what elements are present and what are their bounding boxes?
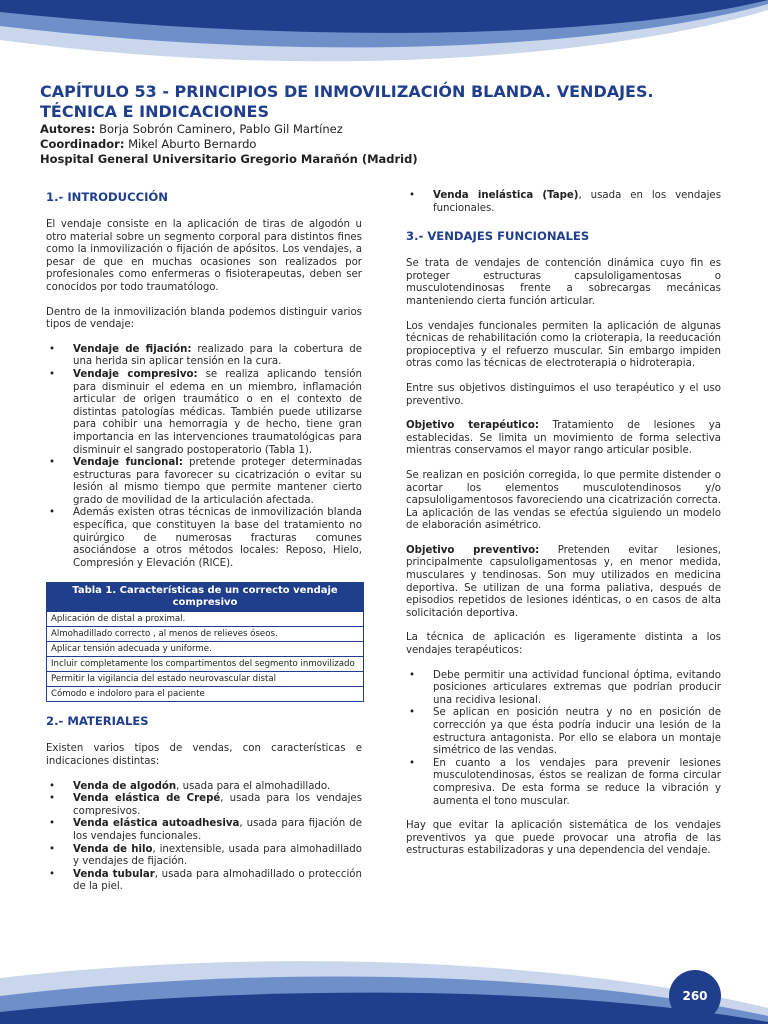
header-wave-decoration	[0, 0, 768, 78]
vendaje-types-list	[46, 344, 362, 571]
table-title: Tabla 1. Características de un correcto vendaje compresivo	[47, 583, 363, 611]
authors-line	[40, 122, 728, 137]
functional-paragraph-8: Hay que evitar la aplicación sistemática de los vendajes preventivos ya que puede provocar una atrofia de las estructuras estabilizadoras y una dependencia del vendaje.	[406, 820, 721, 857]
list-item: • Venda de hilo, inextensible, usada para almohadillado y vendajes de fijación.	[73, 844, 362, 869]
table-row: Permitir la vigilancia del estado neurovascular distal	[47, 671, 363, 686]
list-item: • Venda tubular, usada para almohadillado o protección de la piel.	[73, 869, 362, 894]
table-row: Incluir completamente los compartimentos del segmento inmovilizado	[47, 656, 363, 671]
list-item: • Además existen otras técnicas de inmovilización blanda específica, que constituyen la base del tratamiento no quirúrgico de numerosas fracturas comunes asociándose a otros métodos locales: Reposo, Hielo, Compresión y Elevación (RICE).	[73, 507, 362, 570]
list-item: • Venda de algodón, usada para el almohadillado.	[73, 781, 362, 794]
functional-paragraph-7: La técnica de aplicación es ligeramente distinta a los vendajes terapéuticos:	[406, 632, 721, 657]
hospital-name: Hospital General Universitario Gregorio Marañón (Madrid)	[40, 152, 418, 166]
right-column	[406, 190, 721, 870]
functional-paragraph-5: Se realizan en posición corregida, lo que permite distender o acortar los elementos musculotendinosos y/o capsuloligamentosos favoreciendo una cicatrización correcta. La aplicación de las vendas se efectúa siguiendo un modelo de elaboración asimétrico.	[406, 469, 721, 532]
materials-list	[46, 781, 362, 894]
objetivo-preventivo-paragraph: Objetivo preventivo: Pretenden evitar lesiones, principalmente capsuloligamentosas y, en menor medida, musculares y tendinosas. Son muy utilizados en medicina deportiva. Se utilizan de una forma paliativa, después de episodios repetidos de lesiones idénticas, o en casos de alta solicitación deportiva.	[406, 544, 721, 619]
chapter-title-line1: CAPÍTULO 53 - PRINCIPIOS DE INMOVILIZACIÓN BLANDA. VENDAJES.	[40, 82, 654, 101]
list-item: • Venda inelástica (Tape), usada en los vendajes funcionales.	[433, 190, 721, 215]
footer-wave-decoration	[0, 938, 768, 1024]
coordinator-line	[40, 137, 728, 152]
coordinator-name: Mikel Aburto Bernardo	[128, 137, 257, 151]
list-item: • Vendaje funcional: pretende proteger determinadas estructuras para favorecer su cicatrización o evitar su lesión al mismo tiempo que permite mantener cierto grado de movilidad de la articulación afectada.	[73, 457, 362, 507]
list-item: • Venda elástica autoadhesiva, usada para fijación de los vendajes funcionales.	[73, 818, 362, 843]
table-row: Aplicar tensión adecuada y uniforme.	[47, 641, 363, 656]
list-item: • En cuanto a los vendajes para prevenir lesiones musculotendinosas, éstos se realizan de forma circular compresiva. De esta forma se reduce la vibración y aumenta el tono muscular.	[433, 758, 721, 808]
coordinator-label: Coordinador:	[40, 137, 125, 151]
table-row: Aplicación de distal a proximal.	[47, 611, 363, 626]
list-item: • Venda elástica de Crepé, usada para los vendajes compresivos.	[73, 793, 362, 818]
section-title-introduccion: 1.- INTRODUCCIÓN	[46, 190, 168, 204]
materials-list-continued	[406, 190, 721, 215]
intro-paragraph-2: Dentro de la inmovilización blanda podemos distinguir varios tipos de vendaje:	[46, 306, 362, 331]
table-row: Almohadillado correcto , al menos de relieves óseos.	[47, 626, 363, 641]
table-row: Cómodo e indoloro para el paciente	[47, 686, 363, 701]
technique-list	[406, 670, 721, 809]
list-item: • Debe permitir una actividad funcional óptima, evitando posiciones articulares extremas que podrían producir una recidiva lesional.	[433, 670, 721, 708]
objetivo-terapeutico-paragraph: Objetivo terapéutico: Tratamiento de lesiones ya establecidas. Se limita un movimiento de forma selectiva mientras conservamos el mayor rango articular posible.	[406, 420, 722, 457]
page-number-badge: 260	[669, 970, 721, 1022]
materials-paragraph-1: Existen varios tipos de vendas, con características e indicaciones distintas:	[46, 743, 362, 768]
functional-paragraph-1: Se trata de vendajes de contención dinámica cuyo fin es proteger estructuras capsuloligamentosas o musculotendinosas frente a sobrecargas mecánicas manteniendo cierta función articular.	[406, 258, 721, 307]
list-item: • Vendaje compresivo: se realiza aplicando tensión para disminuir el edema en un miembro, inflamación articular de origen traumático o en el contexto de distintas patologías médicas. También puede utilizarse para cohibir una hemorragia y de hecho, tiene gran importancia en las intervenciones traumatológicas para disminuir el sangrado postoperatorio (Tabla 1).	[73, 369, 362, 457]
list-item: • Vendaje de fijación: realizado para la cobertura de una herida sin aplicar tensión en la cura.	[73, 344, 362, 369]
functional-paragraph-3: Entre sus objetivos distinguimos el uso terapéutico y el uso preventivo.	[406, 382, 721, 407]
section-title-materiales: 2.- MATERIALES	[46, 714, 149, 729]
authors-names: Borja Sobrón Caminero, Pablo Gil Martínez	[99, 122, 343, 136]
list-item: • Se aplican en posición neutra y no en posición de corrección ya que ésta podría inducir una lesión de la estructura antagonista. Por ello se elabora un montaje simétrico de las vendas.	[433, 707, 721, 757]
functional-paragraph-2: Los vendajes funcionales permiten la aplicación de algunas técnicas de rehabilitación como la crioterapia, la reeducación propioceptiva y el refuerzo muscular. Sin embargo impiden otras como las técnicas de electroterapia o hidroterapia.	[406, 320, 721, 370]
left-column	[46, 190, 362, 906]
intro-paragraph-1: El vendaje consiste en la aplicación de tiras de algodón u otro material sobre un segmento corporal para distintos fines como la inmovilización o fijación de apósitos. Los vendajes, a pesar de que en muchas ocasiones son realizados por profesionales como enfermeras o fisioterapeutas, deben ser conocidos por todo traumatólogo.	[46, 219, 362, 293]
chapter-title-line2: TÉCNICA E INDICACIONES	[40, 102, 269, 121]
table-1-compresivo	[46, 582, 364, 702]
section-title-vendajes-funcionales: 3.- VENDAJES FUNCIONALES	[406, 229, 590, 244]
authors-label: Autores:	[40, 122, 96, 136]
chapter-header	[40, 82, 728, 167]
